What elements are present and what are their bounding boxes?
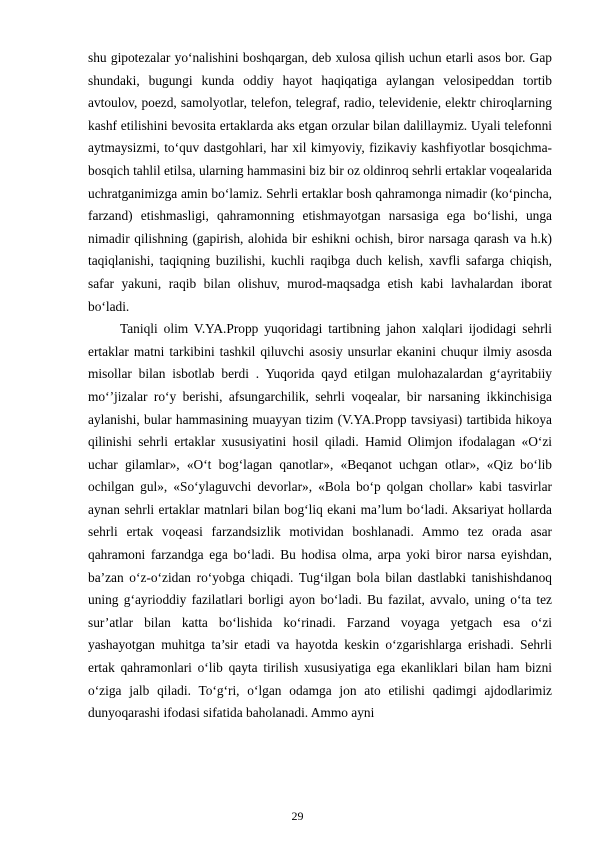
paragraph: Taniqli olim V.YA.Propp yuqoridagi tartibning jahon xalqlari ijodidagi sehrli ertaklar matni tarkibini tashkil qiluvchi asosiy unsurlar ekanini chuqur ilmiy asosda misollar bilan isbotlab berdi . Yuqorida qayd etilgan mulohazalardan g‘ayritabiiy mo‘’jizalar ro‘y berishi, afsungarchilik, sehrli voqealar, bir narsaning ikkinchisiga aylanishi, bular hammasining muayyan tizim (V.YA.Propp tavsiyasi) tartibida hikoya qilinishi sehrli ertaklar xususiyatini hosil qiladi. Hamid Olimjon ifodalagan «O‘zi uchar gilamlar», «O‘t bog‘lagan qanotlar», «Beqanot uchgan otlar», «Qiz bo‘lib ochilgan gul», «So‘ylaguvchi devorlar», «Bola bo‘p qolgan chollar» kabi tasvirlar aynan sehrli ertaklar matnlari bilan bog‘liq ekani ma’lum bo‘ladi. Aksariyat hollarda sehrli ertak voqeasi farzandsizlik motividan boshlanadi. Ammo tez orada asar qahramoni farzandga ega bo‘ladi. Bu hodisa olma, arpa yoki biror narsa eyishdan, ba’zan o‘z-o‘zidan ro‘yobga chiqadi. Tug‘ilgan bola bilan dastlabki tanishishdanoq uning g‘ayrioddiy fazilatlari borligi ayon bo‘ladi. Bu fazilat, avvalo, uning o‘ta tez sur’atlar bilan katta bo‘lishida ko‘rinadi. Farzand voyaga yetgach esa o‘zi yashayotgan muhitga ta’sir etadi va hayotda keskin o‘zgarishlarga erishadi. Sehrli ertak qahramonlari o‘lib qayta tirilish xususiyatiga ega ekanliklari bilan ham bizni o‘ziga jalb qiladi. To‘g‘ri, o‘lgan odamga jon ato etilishi qadimgi ajdodlarimiz dunyoqarashi ifodasi sifatida baholanadi. Ammo ayni [88, 321, 552, 721]
body-text [88, 47, 552, 725]
page-number: 29 [291, 809, 304, 823]
paragraph: shu gipotezalar yo‘nalishini boshqargan, deb xulosa qilish uchun etarli asos bor. Gap shundaki, bugungi kunda oddiy hayot haqiqatiga aylangan velosipeddan tortib avtoulov, poezd, samolyotlar, telefon, telegraf, radio, televidenie, elektr chiroqlarning kashf etilishini bevosita ertaklarda aks etgan orzular bilan dalillaymiz. Uyali telefonni aytmaysizmi, to‘quv dastgohlari, har xil kimyoviy, fizikaviy kashfiyotlar bosqichma-bosqich tahlil etilsa, ularning hammasini biz bir oz oldinroq sehrli ertaklar voqealarida uchratganimizga amin bo‘lamiz. Sehrli ertaklar bosh qahramonga nimadir (ko‘pincha, farzand) etishmasligi, qahramonning etishmayotgan narsasiga ega bo‘lishi, unga nimadir qilishning (gapirish, alohida bir eshikni ochish, biror narsaga qarash va h.k) taqiqlanishi, taqiqning buzilishi, kuchli raqibga duch kelish, xavfli safarga chiqish, safar yakuni, raqib bilan olishuv, murod-maqsadga etish kabi lavhalardan iborat bo‘ladi. [88, 50, 552, 314]
